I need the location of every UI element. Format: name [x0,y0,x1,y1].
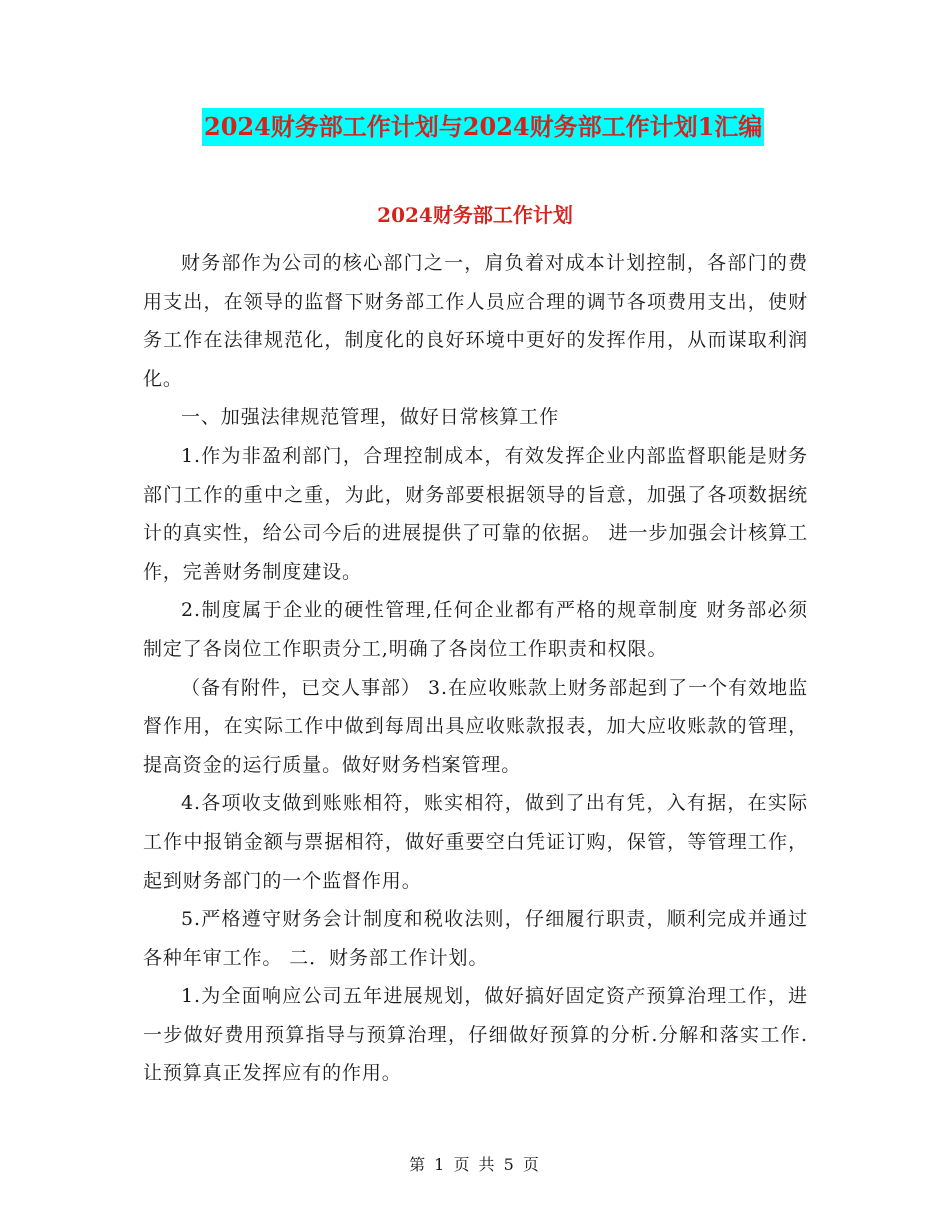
paragraph-item-2: 2.制度属于企业的硬性管理,任何企业都有严格的规章制度 财务部必须制定了各岗位工作职责分工,明确了各岗位工作职责和权限。 [143,599,808,660]
paragraph-item-3: （备有附件，已交人事部） 3.在应收账款上财务部起到了一个有效地监督作用，在实际工作中做到每周出具应收账款报表，加大应收账款的管理，提高资金的运行质量。做好财务档案管理。 [143,676,808,776]
paragraph-item-4: 4.各项收支做到账账相符，账实相符，做到了出有凭，入有据，在实际工作中报销金额与票据相符，做好重要空白凭证订购，保管，等管理工作，起到财务部门的一个监督作用。 [143,792,808,892]
paragraph-intro: 财务部作为公司的核心部门之一，肩负着对成本计划控制，各部门的费用支出，在领导的监督下财务部工作人员应合理的调节各项费用支出，使财务工作在法律规范化，制度化的良好环境中更好的发挥作用，从而谋取利润化。 [143,252,808,390]
page-number-footer: 第 1 页 共 5 页 [409,1155,541,1174]
document-title: 2024财务部工作计划与2024财务部工作计划1汇编 [202,108,764,146]
paragraph-heading-1: 一、加强法律规范管理，做好日常核算工作 [181,406,560,429]
paragraph-item-5: 5.严格遵守财务会计制度和税收法则，仔细履行职责，顺利完成并通过各种年审工作。 二．财务部工作计划。 [143,908,808,969]
section-title: 2024财务部工作计划 [377,203,573,227]
paragraph-item-1: 1.作为非盈利部门，合理控制成本，有效发挥企业内部监督职能是财务部门工作的重中之重，为此，财务部要根据领导的旨意，加强了各项数据统计的真实性，给公司今后的进展提供了可靠的依据。 进一步加强会计核算工作，完善财务制度建设。 [143,444,808,583]
document-body [143,244,808,1093]
paragraph-plan-1: 1.为全面响应公司五年进展规划，做好搞好固定资产预算治理工作，进一步做好费用预算指导与预算治理，仔细做好预算的分析.分解和落实工作.让预算真正发挥应有的作用。 [143,985,808,1085]
